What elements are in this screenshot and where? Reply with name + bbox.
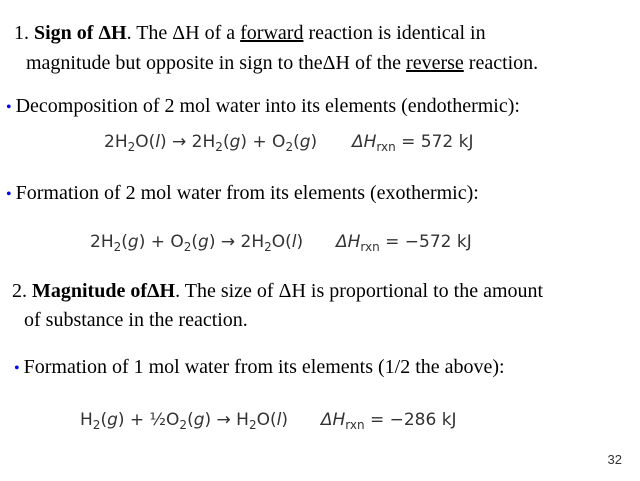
point-1-line-2-a: magnitude but opposite in sign to theΔH of the <box>26 52 407 74</box>
point-2-line-1 <box>12 280 543 303</box>
page-number: 32 <box>607 452 622 467</box>
bullet-icon: • <box>6 99 12 116</box>
delta-h: ΔH <box>320 410 346 430</box>
forward-word: forward <box>240 22 304 44</box>
bullet-formation-1mol <box>14 356 505 379</box>
point-1-heading: Sign of ΔH <box>34 22 127 44</box>
point-1-number: 1. <box>14 22 29 44</box>
point-1-text-a: . The ΔH of a <box>126 22 241 44</box>
point-2-number: 2. <box>12 280 27 302</box>
delta-h: ΔH <box>351 132 377 152</box>
equation-decomposition: $2H_2O(l) \to 2H_2(g) + O_2(g) \Delta H_{rxn} = 572$ kJ <box>104 132 474 154</box>
reverse-word: reverse <box>406 52 464 74</box>
delta-h-value: = −572 kJ <box>385 232 472 252</box>
point-1-line-2 <box>26 52 538 75</box>
delta-h: ΔH <box>335 232 361 252</box>
bullet-icon: • <box>6 186 12 203</box>
point-2-line-2: of substance in the reaction. <box>24 309 248 331</box>
equation-formation-1mol: $H_2(g)$ + $\frac{1}{2}O_2(g) \to H_2O(l) \Delta H_{rxn} = -286$ kJ <box>80 410 457 432</box>
bullet-decomposition <box>6 95 520 118</box>
bullet-decomposition-text: Decomposition of 2 mol water into its elements (endothermic): <box>15 95 520 117</box>
point-2-text: . The size of ΔH is proportional to the amount <box>175 280 544 302</box>
point-1-text-b: reaction is identical in <box>303 22 486 44</box>
point-1-line-1 <box>14 22 486 45</box>
equation-formation-2mol: $2H_2(g) + O_2(g) \to 2H_2O(l) \Delta H_{rxn} = -572$ kJ <box>90 232 472 254</box>
point-1-line-2-b: reaction. <box>463 52 539 74</box>
bullet-icon: • <box>14 360 20 377</box>
delta-h-value: = 572 kJ <box>401 132 474 152</box>
point-2-heading: Magnitude ofΔH <box>32 280 176 302</box>
bullet-formation-2mol-text: Formation of 2 mol water from its elements (exothermic): <box>15 182 479 204</box>
delta-h-value: = −286 kJ <box>369 410 457 430</box>
bullet-formation-1mol-text: Formation of 1 mol water from its elements (1/2 the above): <box>23 356 505 378</box>
bullet-formation-2mol <box>6 182 479 205</box>
